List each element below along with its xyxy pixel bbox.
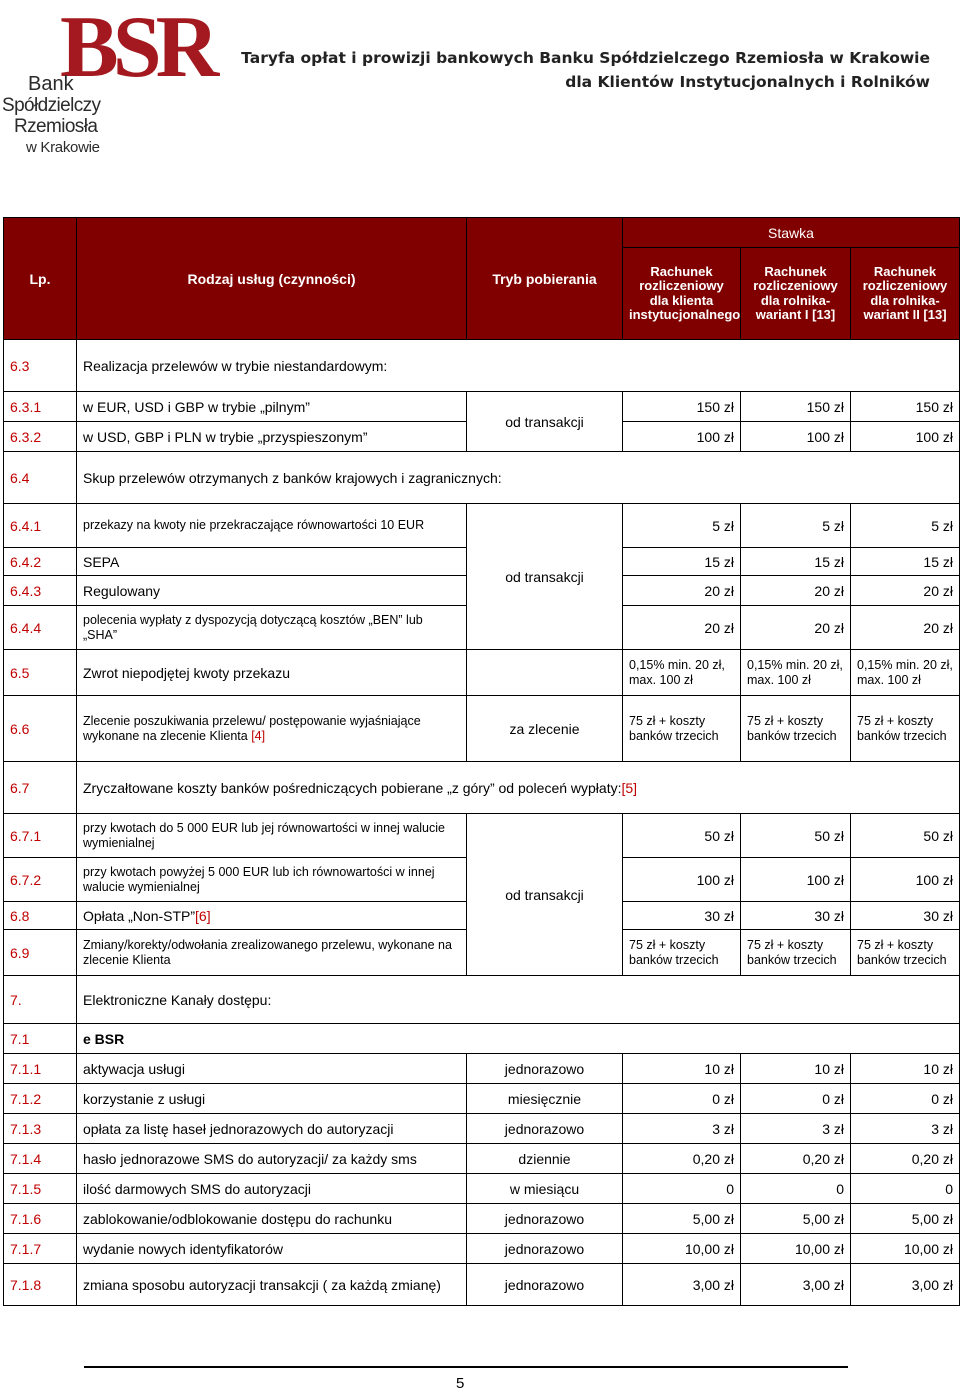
header-col-farmer-1: Rachunek rozliczeniowy dla rolnika-wariant I [13]: [741, 248, 851, 340]
row-lp: 6.6: [4, 696, 77, 762]
footnote-ref: [5]: [621, 779, 638, 796]
rate-institutional: 5 zł: [623, 504, 741, 548]
row-label: Zmiany/korekty/odwołania zrealizowanego przelewu, wykonane na zlecenie Klienta: [77, 930, 467, 976]
row-lp: 6.4.1: [4, 504, 77, 548]
row-label: Zwrot niepodjętej kwoty przekazu: [77, 650, 467, 696]
rate-farmer-2: 100 zł: [851, 858, 960, 902]
rate-institutional: 10 zł: [623, 1054, 741, 1084]
rate-farmer-1: 10 zł: [741, 1054, 851, 1084]
rate-farmer-2: 0,15% min. 20 zł, max. 100 zł: [851, 650, 960, 696]
rate-farmer-2: 30 zł: [851, 902, 960, 930]
section-row: [4, 1024, 960, 1054]
rate-farmer-1: 20 zł: [741, 606, 851, 650]
row-lp: 6.7.1: [4, 814, 77, 858]
rate-farmer-2: 100 zł: [851, 422, 960, 452]
rate-institutional: 20 zł: [623, 576, 741, 606]
rate-farmer-1: 5,00 zł: [741, 1204, 851, 1234]
rate-institutional: 75 zł + koszty banków trzecich: [623, 696, 741, 762]
table-row: [4, 1264, 960, 1306]
row-label: przekazy na kwoty nie przekraczające równowartości 10 EUR: [77, 504, 467, 548]
row-label: e BSR: [77, 1024, 960, 1054]
logo-text: [2, 74, 112, 158]
rate-institutional: 100 zł: [623, 858, 741, 902]
row-mode: za zlecenie: [467, 696, 623, 762]
row-label: w USD, GBP i PLN w trybie „przyspieszonym”: [77, 422, 467, 452]
row-label: SEPA: [77, 548, 467, 576]
row-lp: 6.3.2: [4, 422, 77, 452]
table-row: [4, 814, 960, 858]
footnote-ref: [6]: [195, 907, 211, 924]
table-row: [4, 1084, 960, 1114]
row-mode: od transakcji: [467, 814, 623, 976]
table-header-row: [4, 218, 960, 248]
rate-farmer-1: 20 zł: [741, 576, 851, 606]
header-rate: Stawka: [623, 218, 960, 248]
table-row: [4, 1114, 960, 1144]
rate-institutional: 3 zł: [623, 1114, 741, 1144]
footnote-ref: [4]: [251, 728, 266, 743]
rate-farmer-2: 5,00 zł: [851, 1204, 960, 1234]
footer-divider: [84, 1366, 848, 1368]
row-lp: 7.1.2: [4, 1084, 77, 1114]
rate-farmer-1: 150 zł: [741, 392, 851, 422]
rate-institutional: 5,00 zł: [623, 1204, 741, 1234]
rate-institutional: 150 zł: [623, 392, 741, 422]
table-row: [4, 1054, 960, 1084]
header-service: Rodzaj usług (czynności): [77, 218, 467, 340]
row-mode: dziennie: [467, 1144, 623, 1174]
rate-farmer-2: 75 zł + koszty banków trzecich: [851, 930, 960, 976]
document-title: [241, 46, 930, 94]
row-lp: 7.1.5: [4, 1174, 77, 1204]
rate-institutional: 100 zł: [623, 422, 741, 452]
rate-institutional: 50 zł: [623, 814, 741, 858]
header-col-institutional: Rachunek rozliczeniowy dla klienta instytucjonalnego: [623, 248, 741, 340]
logo-line: Bank: [28, 73, 74, 95]
row-label: polecenia wypłaty z dyspozycją dotyczącą kosztów „BEN” lub „SHA”: [77, 606, 467, 650]
header-mode: Tryb pobierania: [467, 218, 623, 340]
row-label: wydanie nowych identyfikatorów: [77, 1234, 467, 1264]
rate-farmer-2: 75 zł + koszty banków trzecich: [851, 696, 960, 762]
table-row: [4, 1144, 960, 1174]
row-label: Elektroniczne Kanały dostępu:: [77, 976, 960, 1024]
row-mode: jednorazowo: [467, 1114, 623, 1144]
row-label-text: Zryczałtowane koszty banków pośredniczących pobierane „z góry” od poleceń wypłaty:: [83, 779, 622, 796]
rate-farmer-1: 3,00 zł: [741, 1264, 851, 1306]
rate-farmer-1: 75 zł + koszty banków trzecich: [741, 696, 851, 762]
row-lp: 7.1.3: [4, 1114, 77, 1144]
svg-text:BSR: BSR: [60, 0, 214, 96]
row-lp: 6.9: [4, 930, 77, 976]
row-lp: 7.1.7: [4, 1234, 77, 1264]
row-label-text: Zlecenie poszukiwania przelewu/ postępowanie wyjaśniające wykonane na zlecenie Klienta: [83, 713, 421, 743]
row-lp: 7.1.4: [4, 1144, 77, 1174]
row-lp: 7.1.6: [4, 1204, 77, 1234]
row-mode: miesięcznie: [467, 1084, 623, 1114]
section-row: [4, 340, 960, 392]
table-row: [4, 696, 960, 762]
row-lp: 6.3.1: [4, 392, 77, 422]
logo-line: Spółdzielczy: [2, 95, 101, 116]
row-label: zmiana sposobu autoryzacji transakcji ( za każdą zmianę): [77, 1264, 467, 1306]
row-label: aktywacja usługi: [77, 1054, 467, 1084]
section-row: [4, 452, 960, 504]
rate-farmer-1: 100 zł: [741, 858, 851, 902]
table-row: [4, 1174, 960, 1204]
rate-farmer-2: 150 zł: [851, 392, 960, 422]
row-lp: 6.5: [4, 650, 77, 696]
section-row: [4, 762, 960, 814]
row-mode: od transakcji: [467, 392, 623, 452]
rate-farmer-1: 3 zł: [741, 1114, 851, 1144]
row-label: [77, 696, 467, 762]
row-lp: 7.1.8: [4, 1264, 77, 1306]
row-lp: 7.1: [4, 1024, 77, 1054]
row-label: opłata za listę haseł jednorazowych do autoryzacji: [77, 1114, 467, 1144]
table-row: [4, 650, 960, 696]
rate-farmer-2: 50 zł: [851, 814, 960, 858]
bank-logo: [0, 0, 214, 156]
row-mode: jednorazowo: [467, 1204, 623, 1234]
row-label: przy kwotach powyżej 5 000 EUR lub ich równowartości w innej walucie wymienialnej: [77, 858, 467, 902]
rate-institutional: 0,20 zł: [623, 1144, 741, 1174]
logo-line: w Krakowie: [26, 139, 100, 156]
rate-farmer-2: 0,20 zł: [851, 1144, 960, 1174]
rate-institutional: 75 zł + koszty banków trzecich: [623, 930, 741, 976]
rate-farmer-2: 15 zł: [851, 548, 960, 576]
row-label: korzystanie z usługi: [77, 1084, 467, 1114]
row-label: w EUR, USD i GBP w trybie „pilnym”: [77, 392, 467, 422]
rate-farmer-1: 5 zł: [741, 504, 851, 548]
title-line-2: dla Klientów Instytucjonalnych i Rolników: [565, 73, 930, 91]
rate-institutional: 0: [623, 1174, 741, 1204]
row-label: [77, 902, 467, 930]
rate-farmer-1: 50 zł: [741, 814, 851, 858]
logo-line: Rzemiosła: [14, 116, 98, 137]
bsr-monogram-icon: [60, 0, 214, 96]
section-row: [4, 976, 960, 1024]
rate-farmer-2: 0: [851, 1174, 960, 1204]
row-lp: 6.3: [4, 340, 77, 392]
row-label-text: Opłata „Non-STP”: [83, 907, 196, 924]
rate-farmer-1: 0 zł: [741, 1084, 851, 1114]
row-label: hasło jednorazowe SMS do autoryzacji/ za każdy sms: [77, 1144, 467, 1174]
row-label: przy kwotach do 5 000 EUR lub jej równowartości w innej walucie wymienialnej: [77, 814, 467, 858]
rate-farmer-2: 3 zł: [851, 1114, 960, 1144]
row-label: Realizacja przelewów w trybie niestandardowym:: [77, 340, 960, 392]
rate-institutional: 10,00 zł: [623, 1234, 741, 1264]
rate-farmer-2: 5 zł: [851, 504, 960, 548]
table-row: [4, 1234, 960, 1264]
row-label: zablokowanie/odblokowanie dostępu do rachunku: [77, 1204, 467, 1234]
row-lp: 7.: [4, 976, 77, 1024]
row-mode: jednorazowo: [467, 1054, 623, 1084]
rate-farmer-2: 20 zł: [851, 576, 960, 606]
row-mode: w miesiącu: [467, 1174, 623, 1204]
rate-institutional: 20 zł: [623, 606, 741, 650]
header-col-farmer-2: Rachunek rozliczeniowy dla rolnika-wariant II [13]: [851, 248, 960, 340]
rate-farmer-1: 0,20 zł: [741, 1144, 851, 1174]
rate-farmer-1: 30 zł: [741, 902, 851, 930]
rate-farmer-2: 20 zł: [851, 606, 960, 650]
rate-farmer-1: 10,00 zł: [741, 1234, 851, 1264]
table-row: [4, 392, 960, 422]
rate-farmer-2: 0 zł: [851, 1084, 960, 1114]
row-lp: 7.1.1: [4, 1054, 77, 1084]
row-label: Regulowany: [77, 576, 467, 606]
rate-farmer-1: 15 zł: [741, 548, 851, 576]
row-mode: jednorazowo: [467, 1234, 623, 1264]
rate-institutional: 3,00 zł: [623, 1264, 741, 1306]
row-lp: 6.4: [4, 452, 77, 504]
row-lp: 6.4.2: [4, 548, 77, 576]
rate-institutional: 0,15% min. 20 zł, max. 100 zł: [623, 650, 741, 696]
row-mode: od transakcji: [467, 504, 623, 650]
rate-farmer-1: 0: [741, 1174, 851, 1204]
header-lp: Lp.: [4, 218, 77, 340]
row-lp: 6.8: [4, 902, 77, 930]
row-lp: 6.7: [4, 762, 77, 814]
rate-farmer-2: 10,00 zł: [851, 1234, 960, 1264]
table-row: [4, 1204, 960, 1234]
row-mode: jednorazowo: [467, 1264, 623, 1306]
rate-institutional: 0 zł: [623, 1084, 741, 1114]
row-label: ilość darmowych SMS do autoryzacji: [77, 1174, 467, 1204]
rate-farmer-1: 100 zł: [741, 422, 851, 452]
rate-institutional: 30 zł: [623, 902, 741, 930]
row-label: [77, 762, 960, 814]
row-lp: 6.4.4: [4, 606, 77, 650]
row-label: Skup przelewów otrzymanych z banków krajowych i zagranicznych:: [77, 452, 960, 504]
page-number: 5: [456, 1375, 465, 1392]
rate-farmer-2: 3,00 zł: [851, 1264, 960, 1306]
title-line-1: Taryfa opłat i prowizji bankowych Banku Spółdzielczego Rzemiosła w Krakowie: [241, 49, 930, 67]
table-row: [4, 504, 960, 548]
rate-farmer-2: 10 zł: [851, 1054, 960, 1084]
rate-institutional: 15 zł: [623, 548, 741, 576]
rate-farmer-1: 0,15% min. 20 zł, max. 100 zł: [741, 650, 851, 696]
rate-farmer-1: 75 zł + koszty banków trzecich: [741, 930, 851, 976]
tariff-table: [3, 217, 960, 1306]
row-mode-empty: [467, 650, 623, 696]
row-lp: 6.4.3: [4, 576, 77, 606]
row-lp: 6.7.2: [4, 858, 77, 902]
